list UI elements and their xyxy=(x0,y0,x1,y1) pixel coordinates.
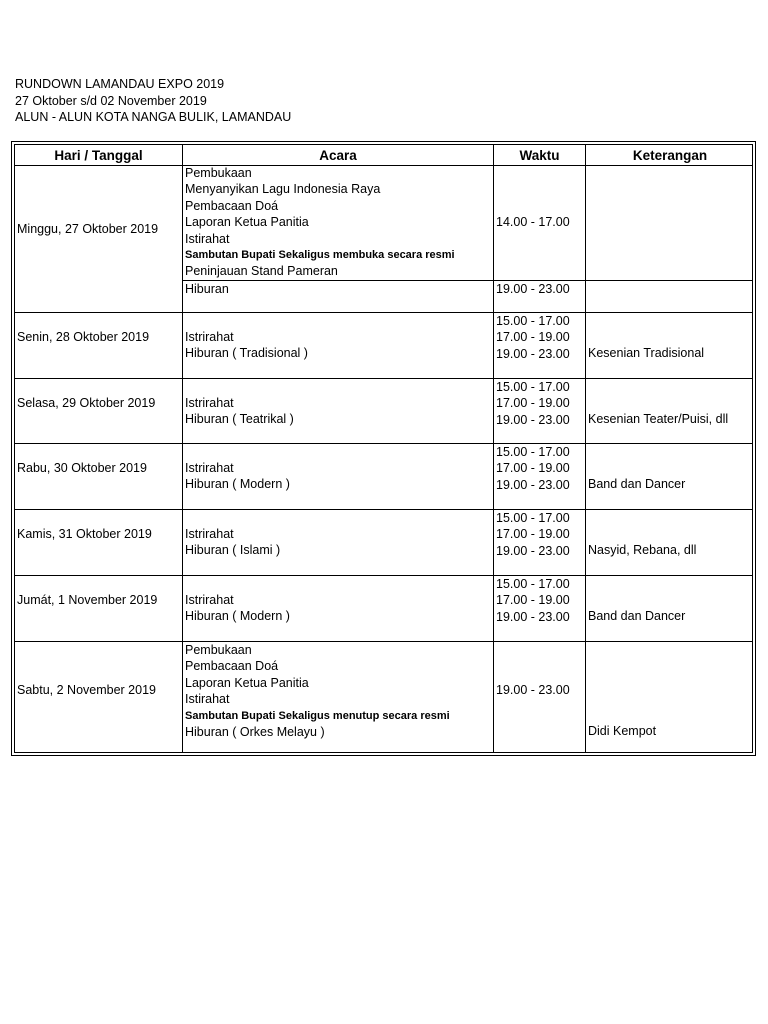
document-header xyxy=(15,76,291,126)
acara-item: Laporan Ketua Panitia xyxy=(185,675,309,690)
acara-item: Istrirahat xyxy=(185,527,234,541)
waktu-cell xyxy=(496,444,570,493)
day-cell: Kamis, 31 Oktober 2019 xyxy=(17,527,152,541)
acara-cell xyxy=(185,642,450,740)
day-cell: Senin, 28 Oktober 2019 xyxy=(17,330,150,344)
acara-cell xyxy=(185,165,455,280)
waktu-item: 17.00 - 19.00 xyxy=(496,593,570,608)
acara-cell xyxy=(185,592,290,625)
day-cell: Jumát, 1 November 2019 xyxy=(17,593,158,607)
keterangan-cell: Kesenian Tradisional xyxy=(588,346,705,360)
col-header-waktu: Waktu xyxy=(519,148,560,163)
waktu-cell: 19.00 - 23.00 xyxy=(496,683,570,697)
waktu-item: 15.00 - 17.00 xyxy=(496,445,570,459)
acara-item: Hiburan ( Tradisional ) xyxy=(185,346,308,361)
date-range: 27 Oktober s/d 02 November 2019 xyxy=(15,93,207,108)
col-header-acara: Acara xyxy=(319,148,357,163)
col-header-hari: Hari / Tanggal xyxy=(54,148,143,163)
acara-item: Laporan Ketua Panitia xyxy=(185,215,309,230)
keterangan-cell: Band dan Dancer xyxy=(588,609,686,623)
acara-cell xyxy=(185,526,280,559)
waktu-item: 19.00 - 23.00 xyxy=(496,346,570,361)
keterangan-cell: Kesenian Teater/Puisi, dll xyxy=(588,412,729,426)
acara-cell: Hiburan xyxy=(185,282,229,296)
acara-item: Pembukaan xyxy=(185,166,252,180)
acara-item: Pembukaan xyxy=(185,643,252,657)
keterangan-cell: Didi Kempot xyxy=(588,724,657,738)
col-header-keterangan: Keterangan xyxy=(632,148,708,163)
day-cell: Selasa, 29 Oktober 2019 xyxy=(17,396,156,410)
waktu-item: 15.00 - 17.00 xyxy=(496,314,570,328)
acara-cell xyxy=(185,329,308,362)
acara-item: Pembacaan Doá xyxy=(185,659,279,674)
acara-item: Peninjauan Stand Pameran xyxy=(185,264,338,279)
acara-item: Hiburan ( Modern ) xyxy=(185,609,290,624)
rundown-table xyxy=(11,141,756,756)
acara-item: Sambutan Bupati Sekaligus membuka secara resmi xyxy=(185,248,455,261)
waktu-item: 15.00 - 17.00 xyxy=(496,577,570,591)
title: RUNDOWN LAMANDAU EXPO 2019 xyxy=(15,77,225,91)
acara-item: Sambutan Bupati Sekaligus menutup secara resmi xyxy=(185,709,450,722)
waktu-item: 15.00 - 17.00 xyxy=(496,511,570,525)
acara-cell xyxy=(185,460,290,493)
waktu-item: 15.00 - 17.00 xyxy=(496,380,570,394)
waktu-cell xyxy=(496,510,570,559)
waktu-cell: 14.00 - 17.00 xyxy=(496,215,570,229)
waktu-item: 19.00 - 23.00 xyxy=(496,609,570,624)
acara-item: Istrirahat xyxy=(185,396,234,410)
waktu-item: 19.00 - 23.00 xyxy=(496,412,570,427)
waktu-item: 17.00 - 19.00 xyxy=(496,527,570,542)
waktu-item: 17.00 - 19.00 xyxy=(496,396,570,411)
day-cell: Minggu, 27 Oktober 2019 xyxy=(17,222,159,236)
keterangan-cell: Band dan Dancer xyxy=(588,477,686,491)
acara-cell xyxy=(185,395,294,428)
acara-item: Hiburan ( Modern ) xyxy=(185,477,290,492)
acara-item: Hiburan ( Orkes Melayu ) xyxy=(185,724,325,739)
keterangan-cell: Nasyid, Rebana, dll xyxy=(588,543,697,557)
waktu-item: 19.00 - 23.00 xyxy=(496,543,570,558)
acara-item: Istrirahat xyxy=(185,593,234,607)
acara-item: Istrirahat xyxy=(185,330,234,344)
waktu-cell xyxy=(496,576,570,625)
waktu-item: 17.00 - 19.00 xyxy=(496,330,570,345)
location: ALUN - ALUN KOTA NANGA BULIK, LAMANDAU xyxy=(15,110,292,124)
day-cell: Sabtu, 2 November 2019 xyxy=(17,683,156,697)
waktu-cell xyxy=(496,313,570,362)
acara-item: Istrirahat xyxy=(185,461,234,475)
acara-item: Pembacaan Doá xyxy=(185,198,279,213)
acara-item: Hiburan ( Teatrikal ) xyxy=(185,412,294,427)
waktu-cell xyxy=(496,379,570,428)
acara-item: Istirahat xyxy=(185,692,230,707)
acara-item: Hiburan ( Islami ) xyxy=(185,543,281,558)
waktu-item: 19.00 - 23.00 xyxy=(496,477,570,492)
acara-item: Istirahat xyxy=(185,231,230,246)
acara-item: Menyanyikan Lagu Indonesia Raya xyxy=(185,182,381,197)
waktu-item: 17.00 - 19.00 xyxy=(496,461,570,476)
waktu-cell: 19.00 - 23.00 xyxy=(496,282,570,296)
day-cell: Rabu, 30 Oktober 2019 xyxy=(17,461,147,475)
